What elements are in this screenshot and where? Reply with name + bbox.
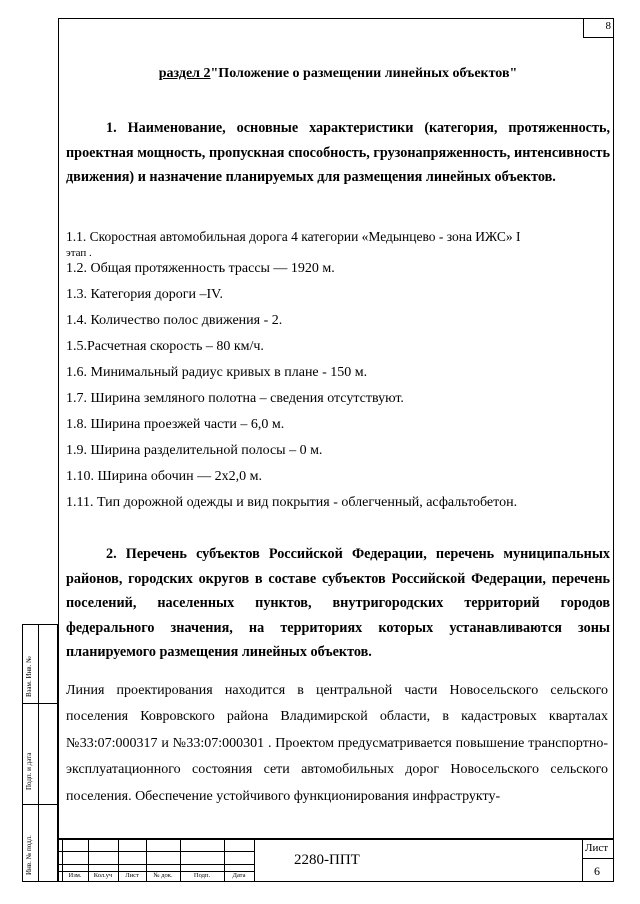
section-title bbox=[66, 66, 610, 82]
item-1-4: 1.4. Количество полос движения - 2. bbox=[66, 313, 283, 328]
stamp-sign-date bbox=[22, 703, 58, 805]
item-1-1-text: 1.1. Скоростная автомобильная дорога 4 категории «Медынцево - зона ИЖС» I bbox=[66, 229, 521, 244]
item-1-10: 1.10. Ширина обочин — 2х2,0 м. bbox=[66, 469, 262, 484]
item-1-11: 1.11. Тип дорожной одежды и вид покрытия - облегченный, асфальтобетон. bbox=[66, 495, 518, 510]
section-title-rest: "Положение о размещении линейных объектов" bbox=[210, 66, 518, 81]
tb-col-podp: Подп. bbox=[193, 872, 211, 879]
item-1-7: 1.7. Ширина земляного полотна – сведения отсутствуют. bbox=[66, 391, 404, 406]
item-1-3: 1.3. Категория дороги –IV. bbox=[66, 287, 223, 302]
heading-1-text: 1. Наименование, основные характеристики (категория, протяженность, проектная мощность, пропускная способность, грузонапряженность, интенсивность движения) и назначение планируемых для размещения линейных объектов. bbox=[66, 120, 610, 185]
tb-col-kolych: Кол.уч bbox=[93, 872, 113, 879]
stamp-inv-orig bbox=[22, 804, 58, 882]
item-1-8: 1.8. Ширина проезжей части – 6,0 м. bbox=[66, 417, 285, 432]
stamp-label-inv: Инв. № подл. bbox=[25, 835, 33, 875]
sheet-number: 6 bbox=[594, 864, 600, 878]
tb-col-izm: Изм. bbox=[68, 872, 82, 879]
item-1-1-continuation: этап . bbox=[66, 247, 92, 259]
tb-col-data: Дата bbox=[232, 872, 246, 879]
heading-2 bbox=[66, 542, 610, 665]
item-1-5: 1.5.Расчетная скорость – 80 км/ч. bbox=[66, 339, 264, 354]
stamp-label-replace: Взам. Инв. № bbox=[25, 656, 33, 697]
item-1-6: 1.6. Минимальный радиус кривых в плане - 150 м. bbox=[66, 365, 368, 380]
heading-2-text: 2. Перечень субъектов Российской Федерации, перечень муниципальных районов, городских округов в составе субъектов Российской Федерации, перечень поселений, населенных пунктов, внутригородских территорий городов федерального значения, на территориях которых устанавливаются зоны планируемого размещения линейных объектов. bbox=[66, 546, 610, 660]
heading-1 bbox=[66, 116, 610, 190]
section-title-prefix: раздел 2 bbox=[158, 66, 211, 81]
item-1-9: 1.9. Ширина разделительной полосы – 0 м. bbox=[66, 443, 323, 458]
item-1-1 bbox=[66, 229, 606, 261]
sheet-label: Лист bbox=[585, 842, 609, 854]
stamp-label-sign: Подп. и дата bbox=[25, 752, 33, 790]
stamp-replace-inv bbox=[22, 624, 58, 704]
item-1-2: 1.2. Общая протяженность трассы — 1920 м. bbox=[66, 261, 335, 276]
tb-col-list: Лист bbox=[125, 872, 139, 879]
top-page-number: 8 bbox=[583, 18, 614, 38]
body-paragraph: Линия проектирования находится в центральной части Новосельского сельского поселения Ковровского района Владимирской области, в кадастровых кварталах №33:07:000317 и №33:07:000301 . Проектом предусматривается повышение транспортно-эксплуатационного состояния сети автомобильных дорог Новосельского сельского поселения. Обеспечение устойчивого функционирования инфраструкту- bbox=[66, 683, 608, 804]
document-code: 2280-ППТ bbox=[294, 852, 360, 868]
tb-col-ndok: № док. bbox=[153, 872, 173, 879]
